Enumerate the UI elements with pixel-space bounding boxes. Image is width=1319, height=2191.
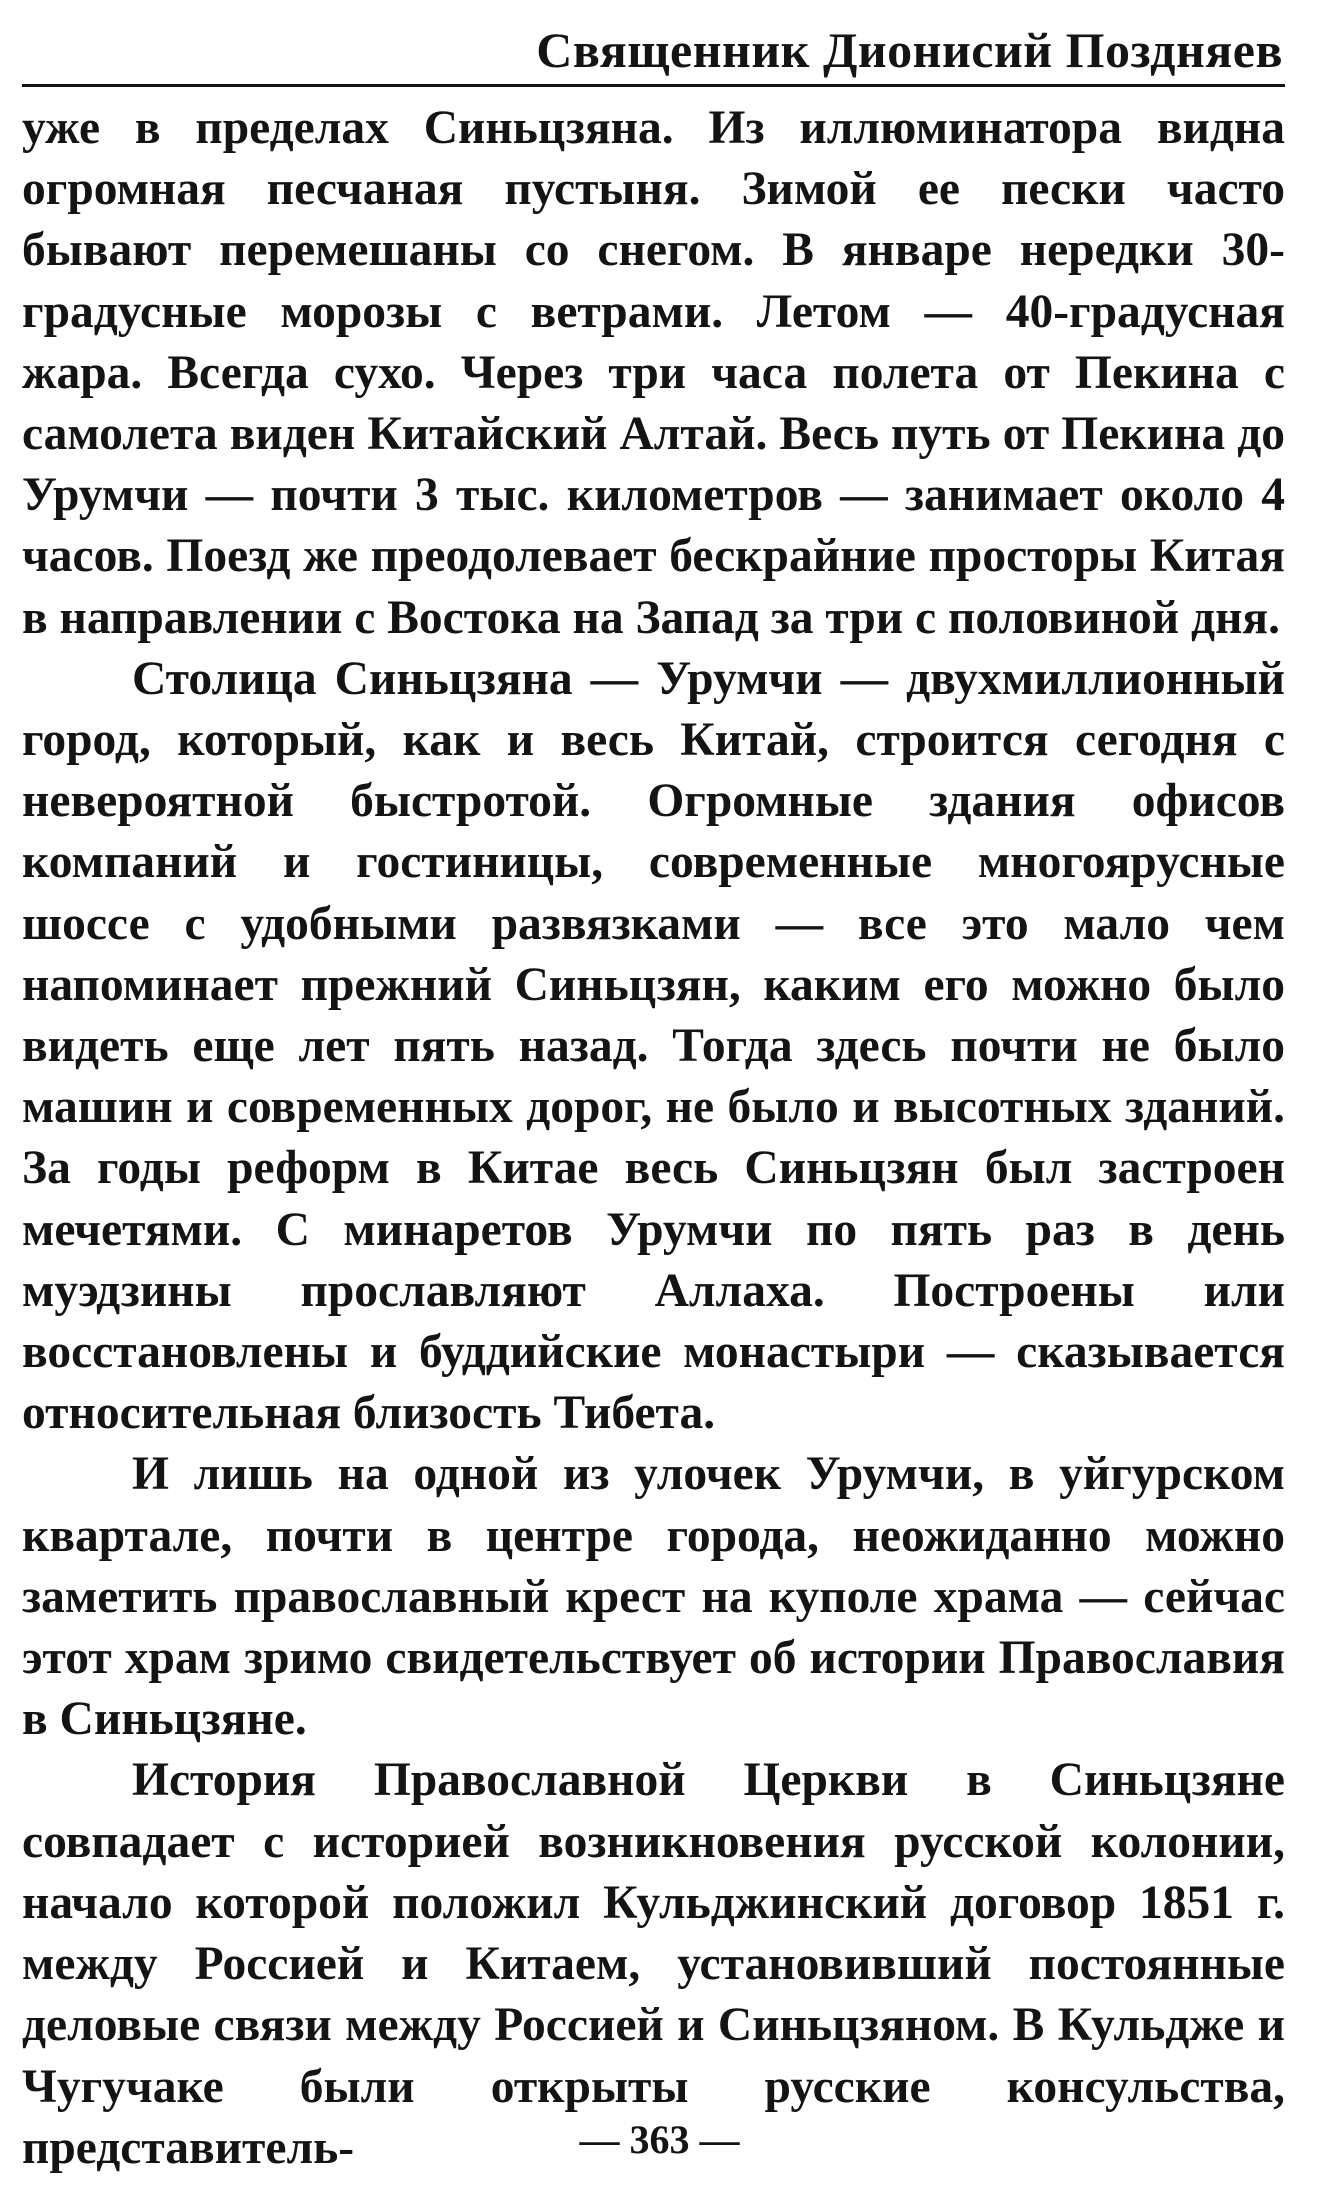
paragraph-1: уже в пределах Синьцзяна. Из иллюминатора видна огромная песчаная пустыня. Зимой ее пески часто бывают перемешаны со снегом. В январе нередки 30-градусные морозы с ветрами. Летом — 40-градусная жара. Всегда сухо. Через три часа полета от Пекина с самолета виден Китайский Алтай. Весь путь от Пекина до Урумчи — почти 3 тыс. километров — занимает около 4 часов. Поезд же преодолевает бескрайние просторы Китая в направлении с Востока на Запад за три с половиной дня. — [22, 102, 1285, 644]
running-head: Священник Дионисий Поздняев — [536, 22, 1283, 78]
body-text — [22, 98, 1285, 2179]
paragraph-4: История Православной Церкви в Синьцзяне совпадает с историей возникновения русской колонии, начало которой положил Кульджинский договор 1851 г. между Россией и Китаем, установивший постоянные деловые связи между Россией и Синьцзяном. В Кульдже и Чугучаке были открыты русские консульства, представитель- — [22, 1754, 1285, 2174]
paragraph-2: Столица Синьцзяна — Урумчи — двухмиллионный город, который, как и весь Китай, строится сегодня с невероятной быстротой. Огромные здания офисов компаний и гостиницы, современные многоярусные шоссе с удобными развязками — все это мало чем напоминает прежний Синьцзян, каким его можно было видеть еще лет пять назад. Тогда здесь почти не было машин и современных дорог, не было и высотных зданий. За годы реформ в Китае весь Синьцзян был застроен мечетями. С минаретов Урумчи по пять раз в день муэдзины прославляют Аллаха. Построены или восстановлены и буддийские монастыри — сказывается относительная близость Тибета. — [22, 652, 1285, 1440]
paragraph-3: И лишь на одной из улочек Урумчи, в уйгурском квартале, почти в центре города, неожиданно можно заметить православный крест на куполе храма — сейчас этот храм зримо свидетельствует об истории Православия в Синьцзяне. — [22, 1448, 1285, 1746]
header-rule — [22, 84, 1285, 87]
page-number: — 363 — — [579, 2117, 740, 2162]
